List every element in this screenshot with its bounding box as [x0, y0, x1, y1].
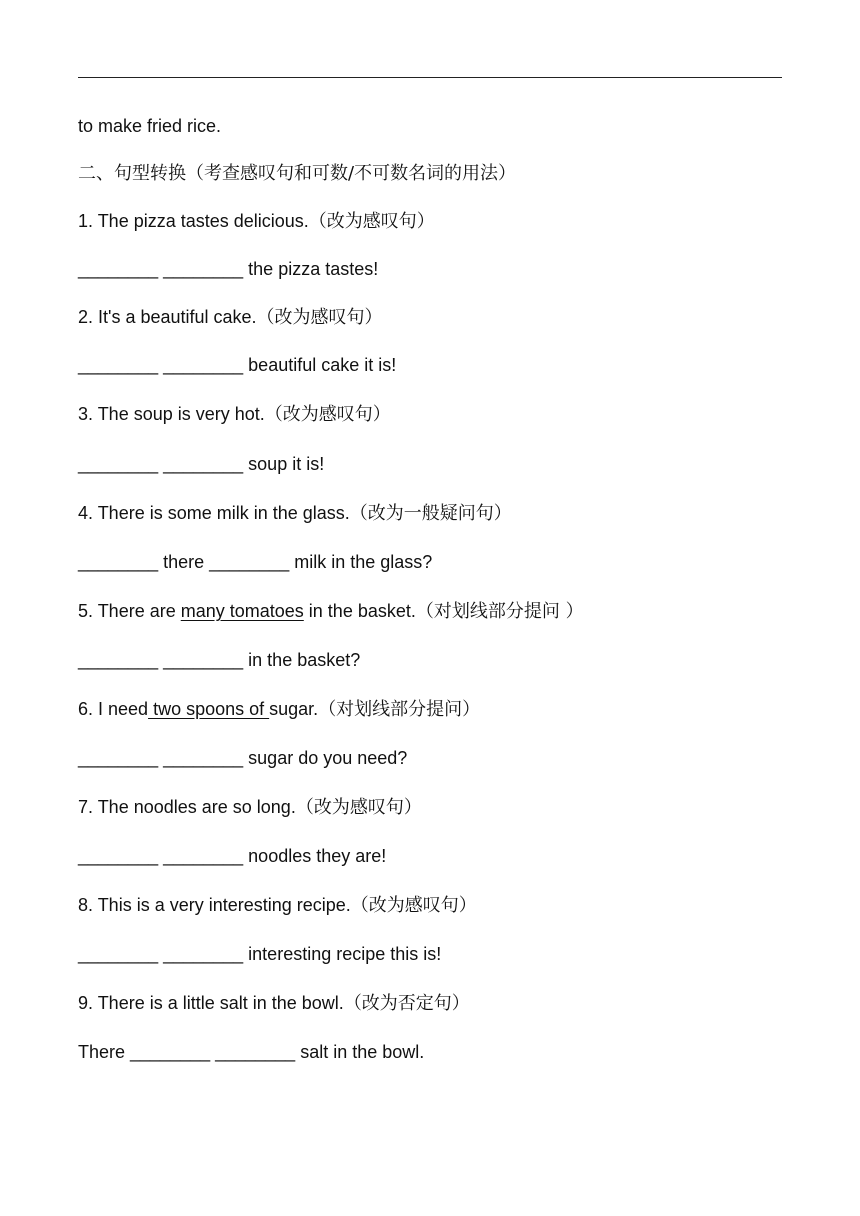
question-7-instruction: （改为感叹句）	[295, 797, 422, 818]
question-8-prompt: 8. This is a very interesting recipe.（改为感叹句）	[78, 895, 477, 916]
question-8-answer: ________ ________ interesting recipe this is!	[78, 944, 442, 964]
question-5-instruction: （对划线部分提问 ）	[415, 601, 584, 622]
question-9-instruction: （改为否定句）	[343, 993, 470, 1014]
question-4-prompt: 4. There is some milk in the glass.（改为一般疑问句）	[78, 503, 512, 524]
question-5-prompt: 5. There are many tomatoes in the basket.（对划线部分提问 ）	[78, 601, 584, 622]
question-6-prompt: 6. I need two spoons of sugar.（对划线部分提问）	[78, 699, 481, 720]
question-2-prompt: 2. It's a beautiful cake.（改为感叹句）	[78, 307, 383, 328]
question-7-prompt: 7. The noodles are so long.（改为感叹句）	[78, 797, 422, 818]
question-2-instruction: （改为感叹句）	[256, 307, 383, 328]
question-1-answer: ________ ________ the pizza tastes!	[78, 259, 379, 279]
question-6-instruction: （对划线部分提问）	[318, 699, 481, 720]
question-4-instruction: （改为一般疑问句）	[349, 503, 512, 524]
section-heading: 二、句型转换（考查感叹句和可数/不可数名词的用法）	[78, 163, 517, 184]
question-3-answer: ________ ________ soup it is!	[78, 454, 325, 474]
question-1-prompt: 1. The pizza tastes delicious.（改为感叹句）	[78, 211, 435, 232]
header-rule	[78, 77, 782, 78]
question-7-answer: ________ ________ noodles they are!	[78, 846, 387, 866]
question-6-answer: ________ ________ sugar do you need?	[78, 748, 408, 768]
question-9-answer: There ________ ________ salt in the bowl.	[78, 1042, 425, 1062]
question-6-underlined: two spoons of	[148, 699, 270, 719]
question-5-underlined: many tomatoes	[180, 601, 304, 621]
continuation-text: to make fried rice.	[78, 116, 222, 136]
question-2-answer: ________ ________ beautiful cake it is!	[78, 355, 397, 375]
question-1-instruction: （改为感叹句）	[308, 211, 435, 232]
question-5-answer: ________ ________ in the basket?	[78, 650, 361, 670]
question-3-instruction: （改为感叹句）	[264, 404, 391, 425]
question-4-answer: ________ there ________ milk in the glass?	[78, 552, 433, 572]
question-8-instruction: （改为感叹句）	[350, 895, 477, 916]
question-9-prompt: 9. There is a little salt in the bowl.（改为否定句）	[78, 993, 470, 1014]
question-3-prompt: 3. The soup is very hot.（改为感叹句）	[78, 404, 391, 425]
